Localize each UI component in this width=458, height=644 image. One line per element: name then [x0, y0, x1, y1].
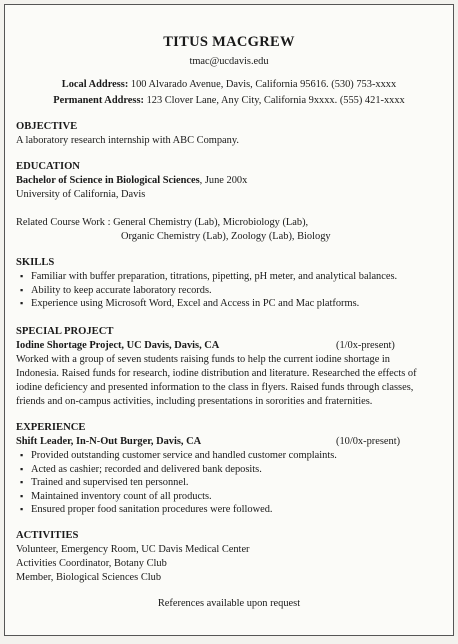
local-address [5, 78, 453, 92]
activities-heading: ACTIVITIES [16, 530, 79, 541]
objective-text: A laboratory research internship with ABC Company. [16, 135, 239, 146]
school-name: University of California, Davis [16, 189, 146, 200]
resume-page [4, 4, 454, 636]
project-description-line: iodine deficiency and presented information to the class in flyers. Raised funds through classes, [16, 382, 414, 393]
list-item: ▪ Ensured proper food sanitation procedures were followed. [19, 503, 337, 517]
local-address-label: Local Address: [61, 79, 129, 90]
references-note: References available upon request [157, 598, 301, 609]
project-description-line: Indonesia. Raised funds for research, iodine distribution and literature. Researched the effects of [16, 368, 417, 379]
resume-name: TITUS MACGREW [163, 34, 295, 50]
list-item: ▪ Acted as cashier; recorded and delivered bank deposits. [19, 463, 337, 477]
coursework-line-1: Related Course Work : General Chemistry (Lab), Microbiology (Lab), [16, 217, 309, 228]
project-description-line: Worked with a group of seven students raising funds to help the current iodine shortage in [16, 354, 391, 365]
permanent-address-label: Permanent Address: [53, 95, 144, 106]
list-item: ▪ Trained and supervised ten personnel. [19, 476, 337, 490]
skills-heading: SKILLS [16, 257, 55, 268]
activity-item: Activities Coordinator, Botany Club [16, 558, 167, 569]
special-project-heading: SPECIAL PROJECT [16, 326, 114, 337]
email-address: tmac@ucdavis.edu [189, 56, 269, 67]
list-item: ▪ Ability to keep accurate laboratory records. [19, 284, 397, 298]
job-title: Shift Leader, In-N-Out Burger, Davis, CA [16, 436, 202, 447]
degree-date: , June 200x [199, 175, 248, 186]
experience-heading: EXPERIENCE [16, 422, 86, 433]
project-title: Iodine Shortage Project, UC Davis, Davis, CA [16, 340, 220, 351]
permanent-address-value: 123 Clover Lane, Any City, California 9xxxx. (555) 421-xxxx [143, 95, 405, 106]
experience-list [19, 449, 337, 517]
permanent-address [5, 94, 453, 108]
activity-item: Member, Biological Sciences Club [16, 572, 162, 583]
skills-list [19, 270, 397, 311]
activity-item: Volunteer, Emergency Room, UC Davis Medical Center [16, 544, 250, 555]
degree-title: Bachelor of Science in Biological Sciences [16, 175, 200, 186]
list-item: ▪ Experience using Microsoft Word, Excel and Access in PC and Mac platforms. [19, 297, 397, 311]
project-dates: (1/0x-present) [336, 340, 395, 351]
coursework-line-2: Organic Chemistry (Lab), Zoology (Lab), Biology [121, 231, 331, 242]
local-address-value: 100 Alvarado Avenue, Davis, California 95616. (530) 753-xxxx [128, 79, 397, 90]
list-item: ▪ Maintained inventory count of all products. [19, 490, 337, 504]
project-description-line: friends and on-campus activities, including presentations in sororities and fraternities. [16, 396, 373, 407]
degree-line [16, 174, 247, 188]
job-dates: (10/0x-present) [336, 436, 401, 447]
list-item: ▪ Provided outstanding customer service and handled customer complaints. [19, 449, 337, 463]
list-item: ▪ Familiar with buffer preparation, titrations, pipetting, pH meter, and analytical balances. [19, 270, 397, 284]
objective-heading: OBJECTIVE [16, 121, 78, 132]
education-heading: EDUCATION [16, 161, 80, 172]
